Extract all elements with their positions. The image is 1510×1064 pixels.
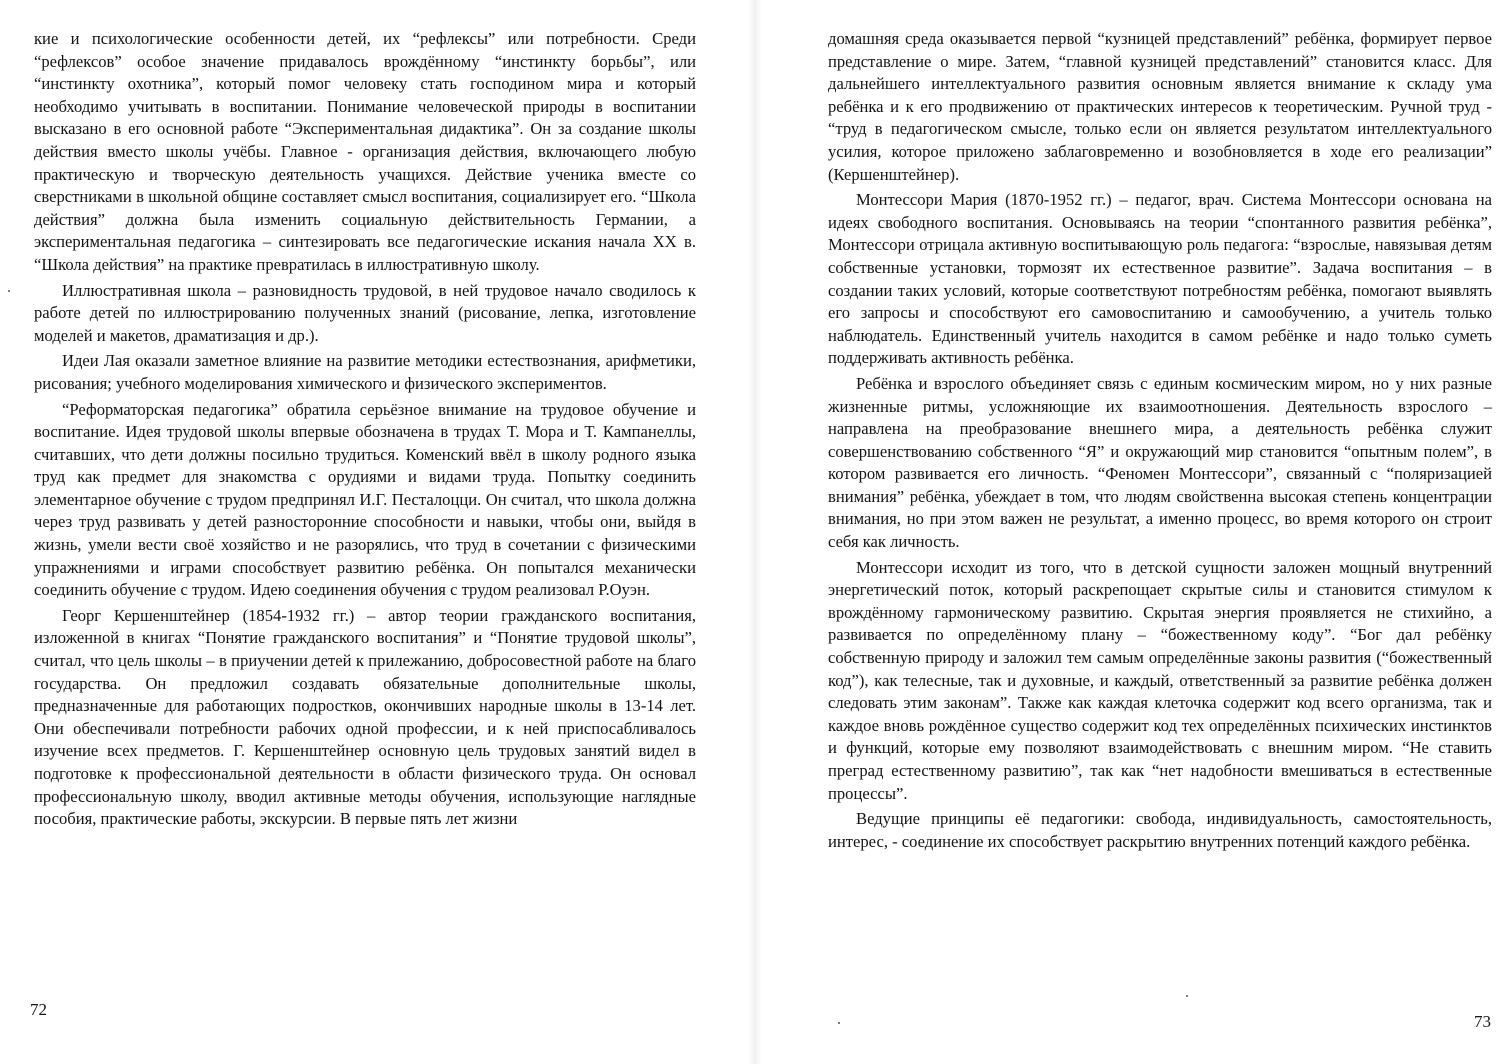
page-number-right: 73 [1474,1012,1491,1031]
scan-speck [1186,995,1188,997]
paragraph: Георг Кершенштейнер (1854-1932 гг.) – автор теории гражданского воспитания, изложенной в книгах “Понятие гражданского воспитания” и “Понятие трудовой школы”, считал, что цель школы – в приучении детей к прилежанию, добросовестной работе на благо государства. Он предложил создавать обязательные дополнительные школы, предназначенные для работающих подростков, окончивших народные школы в 13-14 лет. Они обеспечивали потребности рабочих одной профессии, и к ней приспосабливалось изучение всех предметов. Г. Кершенштейнер основную цель трудовых занятий видел в подготовке к профессиональной деятельности в области физического труда. Он основал профессиональную школу, вводил активные методы обучения, использующие наглядные пособия, практические работы, экскурсии. В первые пять лет жизни [34,605,696,829]
paragraph: кие и психологические особенности детей, их “рефлексы” или потребности. Среди “рефлексов” особое значение придавалось врождённому “инстинкту борьбы”, или “инстинкту охотника”, который помог человеку стать господином мира и который необходимо учитывать в воспитании. Понимание человеческой природы в воспитании высказано в его основной работе “Экспериментальная дидактика”. Он за создание школы действия вместо школы учёбы. Главное - организация действия, включающего любую практическую и творческую деятельность учащихся. Действие ученика вместе со сверстниками в школьной общине составляет смысл воспитания, социализирует его. “Школа действия” должна была изменить социальную действительность Германии, а экспериментальная педагогика – синтезировать все педагогические искания начала XX в. “Школа действия” на практике превратилась в иллюстративную школу. [34,29,696,274]
paragraph: “Реформаторская педагогика” обратила серьёзное внимание на трудовое обучение и воспитание. Идея трудовой школы впервые обозначена в трудах Т. Мора и Т. Кампанеллы, считавших, что дети должны посильно трудиться. Коменский ввёл в школу родного языка труд как предмет для знакомства с орудиями и видами труда. Попытку соединить элементарное обучение с трудом предпринял И.Г. Песталоцци. Он считал, что школа должна через труд развивать у детей разносторонние способности и навыки, чтобы они, выйдя в жизнь, умели вести своё хозяйство и не разорялись, что труд в сочетании с физическими упражнениями и играми способствует развитию ребёнка. Он попытался механически соединить обучение с трудом. Идею соединения обучения с трудом реализовал Р.Оуэн. [34,399,696,600]
page-number-left: 72 [30,1000,47,1019]
scan-speck [8,290,10,292]
paragraph: Монтессори исходит из того, что в детской сущности заложен мощный внутренний энергетический поток, который раскрепощает скрытые силы и становится стимулом к врождённому гармоническому развитию. Скрытая энергия проявляется не стихийно, а развивается по определённому плану – “божественному коду”. “Бог дал ребёнку собственную природу и заложил тем самым определённые законы развития (“божественный код”), как телесные, так и духовные, и каждый, ответственный за развитие ребёнка должен следовать этим законам”. Также как каждая клеточка содержит код всего организма, так и каждое вновь рождённое существо содержит код тех определённых психических инстинктов и функций, которые ему позволяют взаимодействовать с внешним миром. “Не ставить преград естественному развитию”, так как “нет надобности вмешиваться в естественные процессы”. [828,557,1492,803]
paragraph: Ребёнка и взрослого объединяет связь с единым космическим миром, но у них разные жизненные ритмы, усложняющие их взаимоотношения. Деятельность взрослого – направлена на преобразование внешнего мира, а деятельность ребёнка служит совершенствованию собственного “Я” и окружающий мир становится “опытным полем”, в котором развивается его личность. “Феномен Монтессори”, связанный с “поляризацией внимания” ребёнка, убеждает в том, что людям свойственна высокая степень концентрации внимания, но при этом важен не результат, а именно процесс, во время которого он строит себя как личность. [828,373,1492,552]
book-gutter [748,0,762,1064]
left-page-text [34,28,696,831]
right-page-text [828,28,1492,853]
paragraph: Идеи Лая оказали заметное влияние на развитие методики естествознания, арифметики, рисования; учебного моделирования химического и физического экспериментов. [34,351,696,393]
paragraph: домашняя среда оказывается первой “кузницей представлений” ребёнка, формирует первое представление о мире. Затем, “главной кузницей представлений” становится класс. Для дальнейшего интеллектуального развития основным является внимание к складу ума ребёнка и к его продвижению от практических интересов к теоретическим. Ручной труд - “труд в педагогическом смысле, только если он является результатом интеллектуального усилия, которое приложено заблаговременно и возобновляется в ходе его реализации” (Кершенштейнер). [828,29,1492,184]
right-page [770,0,1510,1064]
scan-speck [838,1022,840,1024]
paragraph: Ведущие принципы её педагогики: свобода, индивидуальность, самостоятельность, интерес, - соединение их способствует раскрытию внутренних потенций каждого ребёнка. [828,809,1492,851]
paragraph: Монтессори Мария (1870-1952 гг.) – педагог, врач. Система Монтессори основана на идеях свободного воспитания. Основываясь на теории “спонтанного развития ребёнка”, Монтессори отрицала активную воспитывающую роль педагога: “взрослые, навязывая детям собственные установки, тормозят их естественное развитие”. Задача воспитания – в создании таких условий, которые соответствуют потребностям ребёнка, помогают выявлять его запросы и способствуют его самовоспитанию и самообучению, а учитель только наблюдатель. Единственный учитель находится в самом ребёнке и надо только суметь поддерживать активность ребёнка. [828,190,1492,368]
left-page [0,0,740,1064]
paragraph: Иллюстративная школа – разновидность трудовой, в ней трудовое начало сводилось к работе детей по иллюстрированию полученных знаний (рисование, лепка, изготовление моделей и макетов, драматизация и др.). [34,280,696,345]
